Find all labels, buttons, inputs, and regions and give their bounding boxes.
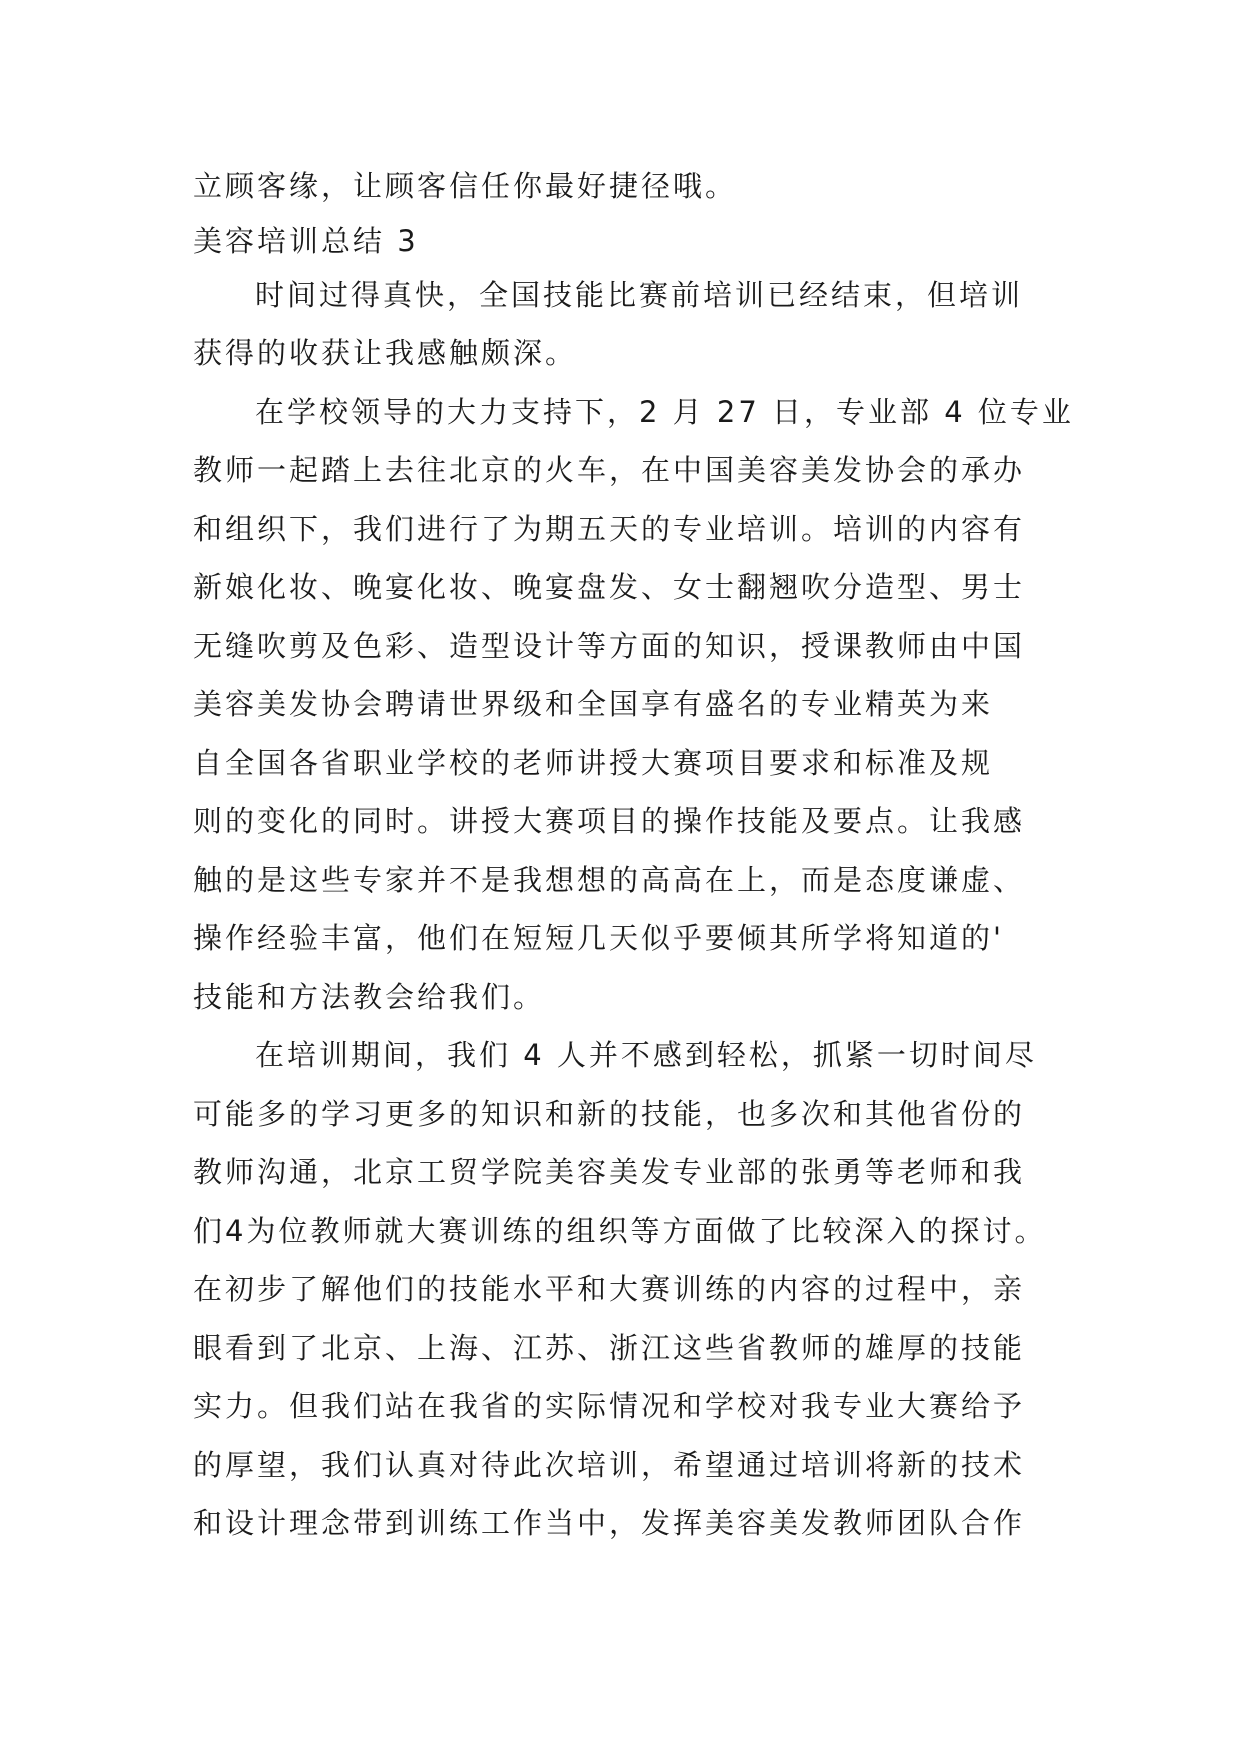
paragraph-line: 教师一起踏上去往北京的火车，在中国美容美发协会的承办 [193,453,1026,487]
paragraph-line: 无缝吹剪及色彩、造型设计等方面的知识，授课教师由中国 [193,628,1026,663]
paragraph-line: 眼看到了北京、上海、江苏、浙江这些省教师的雄厚的技能 [193,1330,1026,1365]
section-heading: 美容培训总结 3 [193,223,419,258]
paragraph-line: 在初步了解他们的技能水平和大赛训练的内容的过程中，亲 [193,1272,1026,1306]
paragraph-line: 操作经验丰富，他们在短短几天似乎要倾其所学将知道的' [193,921,1004,955]
paragraph-line: 和组织下，我们进行了为期五天的专业培训。培训的内容有 [193,511,1026,546]
paragraph-line: 可能多的学习更多的知识和新的技能，也多次和其他省份的 [193,1096,1026,1131]
paragraph-line: 触的是这些专家并不是我想想的高高在上，而是态度谦虚、 [193,862,1026,897]
paragraph-line: 实力。但我们站在我省的实际情况和学校对我专业大赛给予 [193,1389,1026,1423]
paragraph-line: 自全国各省职业学校的老师讲授大赛项目要求和标准及规 [193,745,994,780]
paragraph-line: 美容美发协会聘请世界级和全国享有盛名的专业精英为来 [193,687,994,721]
paragraph-line: 技能和方法教会给我们。 [193,979,546,1014]
paragraph-line: 在培训期间，我们 4 人并不感到轻松，抓紧一切时间尽 [255,1038,1037,1072]
paragraph-line: 们4为位教师就大赛训练的组织等方面做了比较深入的探讨。 [193,1213,1047,1248]
paragraph-line: 则的变化的同时。讲授大赛项目的操作技能及要点。让我感 [193,804,1026,838]
paragraph-line: 新娘化妆、晚宴化妆、晚宴盘发、女士翻翘吹分造型、男士 [193,570,1026,604]
paragraph-2 [193,383,1074,1027]
paragraph-1 [193,266,1051,383]
paragraph-line: 教师沟通，北京工贸学院美容美发专业部的张勇等老师和我 [193,1155,1026,1189]
paragraph-3 [193,1026,1051,1553]
continuation-line: 立顾客缘，让顾客信任你最好捷径哦。 [193,169,738,203]
document-body [193,157,1074,1553]
paragraph-line: 时间过得真快，全国技能比赛前培训已经结束，但培训 [255,277,1024,312]
paragraph-line: 和设计理念带到训练工作当中，发挥美容美发教师团队合作 [193,1506,1026,1540]
paragraph-line: 的厚望，我们认真对待此次培训，希望通过培训将新的技术 [193,1447,1026,1482]
paragraph-line: 在学校领导的大力支持下，2 月 27 日，专业部 4 位专业 [255,394,1074,429]
paragraph-line: 获得的收获让我感触颇深。 [193,336,578,370]
